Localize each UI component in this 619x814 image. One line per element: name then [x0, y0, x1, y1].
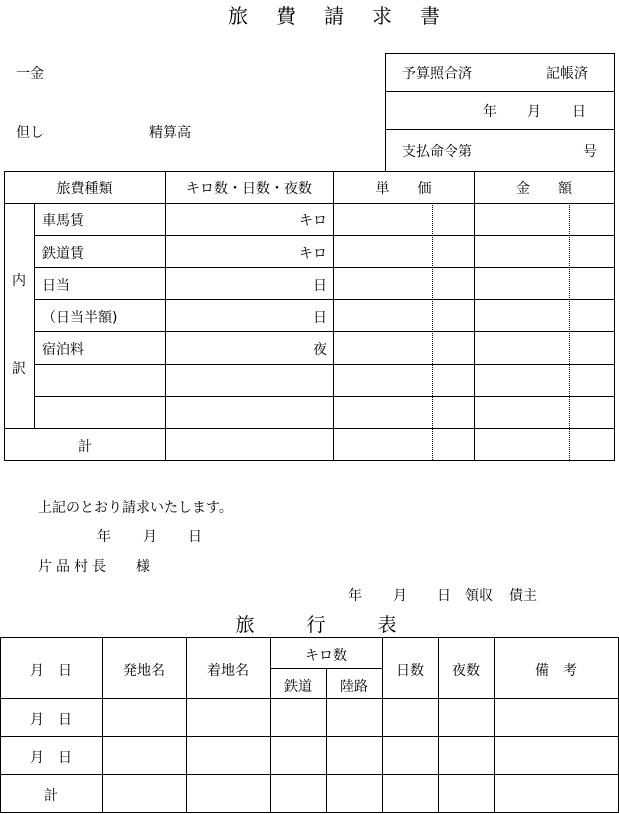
- row-unit: 夜: [313, 342, 327, 358]
- addressee: 片品村長: [38, 559, 110, 575]
- receipt-day: 日: [437, 588, 451, 604]
- itin-col-date: 月 日: [30, 663, 72, 679]
- itin-row-date: 月 日: [30, 712, 72, 728]
- page-title: 旅費請求書: [228, 4, 468, 28]
- receipt-year: 年: [348, 588, 362, 604]
- proviso-label: 但し: [16, 125, 44, 141]
- request-text: 上記のとおり請求いたします。: [38, 500, 233, 516]
- header-month: 月: [527, 104, 541, 120]
- row-unit: キロ: [299, 213, 327, 229]
- col-amount: 金 額: [516, 181, 572, 197]
- payment-order-label: 支払命令第: [402, 144, 472, 160]
- itin-col-nights: 夜数: [452, 663, 480, 679]
- side-label-bottom: 訳: [12, 361, 26, 377]
- honorific: 様: [136, 559, 150, 575]
- request-year: 年: [97, 529, 111, 545]
- itin-col-days: 日数: [396, 663, 424, 679]
- itin-total-label: 計: [44, 788, 58, 804]
- itin-col-rail: 鉄道: [284, 679, 312, 695]
- col-unit-price: 単 価: [375, 181, 432, 197]
- itin-col-land: 陸路: [340, 679, 368, 695]
- number-suffix: 号: [583, 144, 597, 160]
- amount-label: 一金: [16, 66, 44, 82]
- col-quantity: キロ数・日数・夜数: [186, 181, 312, 197]
- row-type: 鉄道賃: [42, 246, 84, 262]
- col-travel-type: 旅費種類: [56, 181, 113, 197]
- itin-col-destination: 着地名: [207, 663, 249, 679]
- itin-col-origin: 発地名: [123, 663, 165, 679]
- itin-col-km: キロ数: [305, 648, 347, 664]
- itin-row-date: 月 日: [30, 750, 72, 766]
- row-type: 車馬賃: [42, 213, 84, 229]
- receipt-month: 月: [393, 588, 407, 604]
- header-year: 年: [483, 104, 497, 120]
- settlement-label: 精算高: [149, 125, 191, 141]
- creditor-label: 債主: [509, 588, 537, 604]
- row-type: 日当: [42, 278, 70, 294]
- header-day: 日: [572, 104, 586, 120]
- breakdown-total-label: 計: [78, 439, 92, 455]
- itin-col-remarks: 備 考: [535, 663, 577, 679]
- itinerary-title: 旅行表: [235, 614, 449, 636]
- request-day: 日: [188, 529, 202, 545]
- budget-checked-label: 予算照合済: [402, 66, 472, 82]
- receipt-label: 領収: [465, 588, 493, 604]
- row-unit: 日: [313, 278, 327, 294]
- recorded-label: 記帳済: [546, 66, 588, 82]
- row-unit: キロ: [299, 246, 327, 262]
- request-month: 月: [143, 529, 157, 545]
- row-type: （日当半額): [42, 310, 118, 326]
- side-label-top: 内: [12, 273, 26, 289]
- row-type: 宿泊料: [42, 342, 84, 358]
- row-unit: 日: [313, 310, 327, 326]
